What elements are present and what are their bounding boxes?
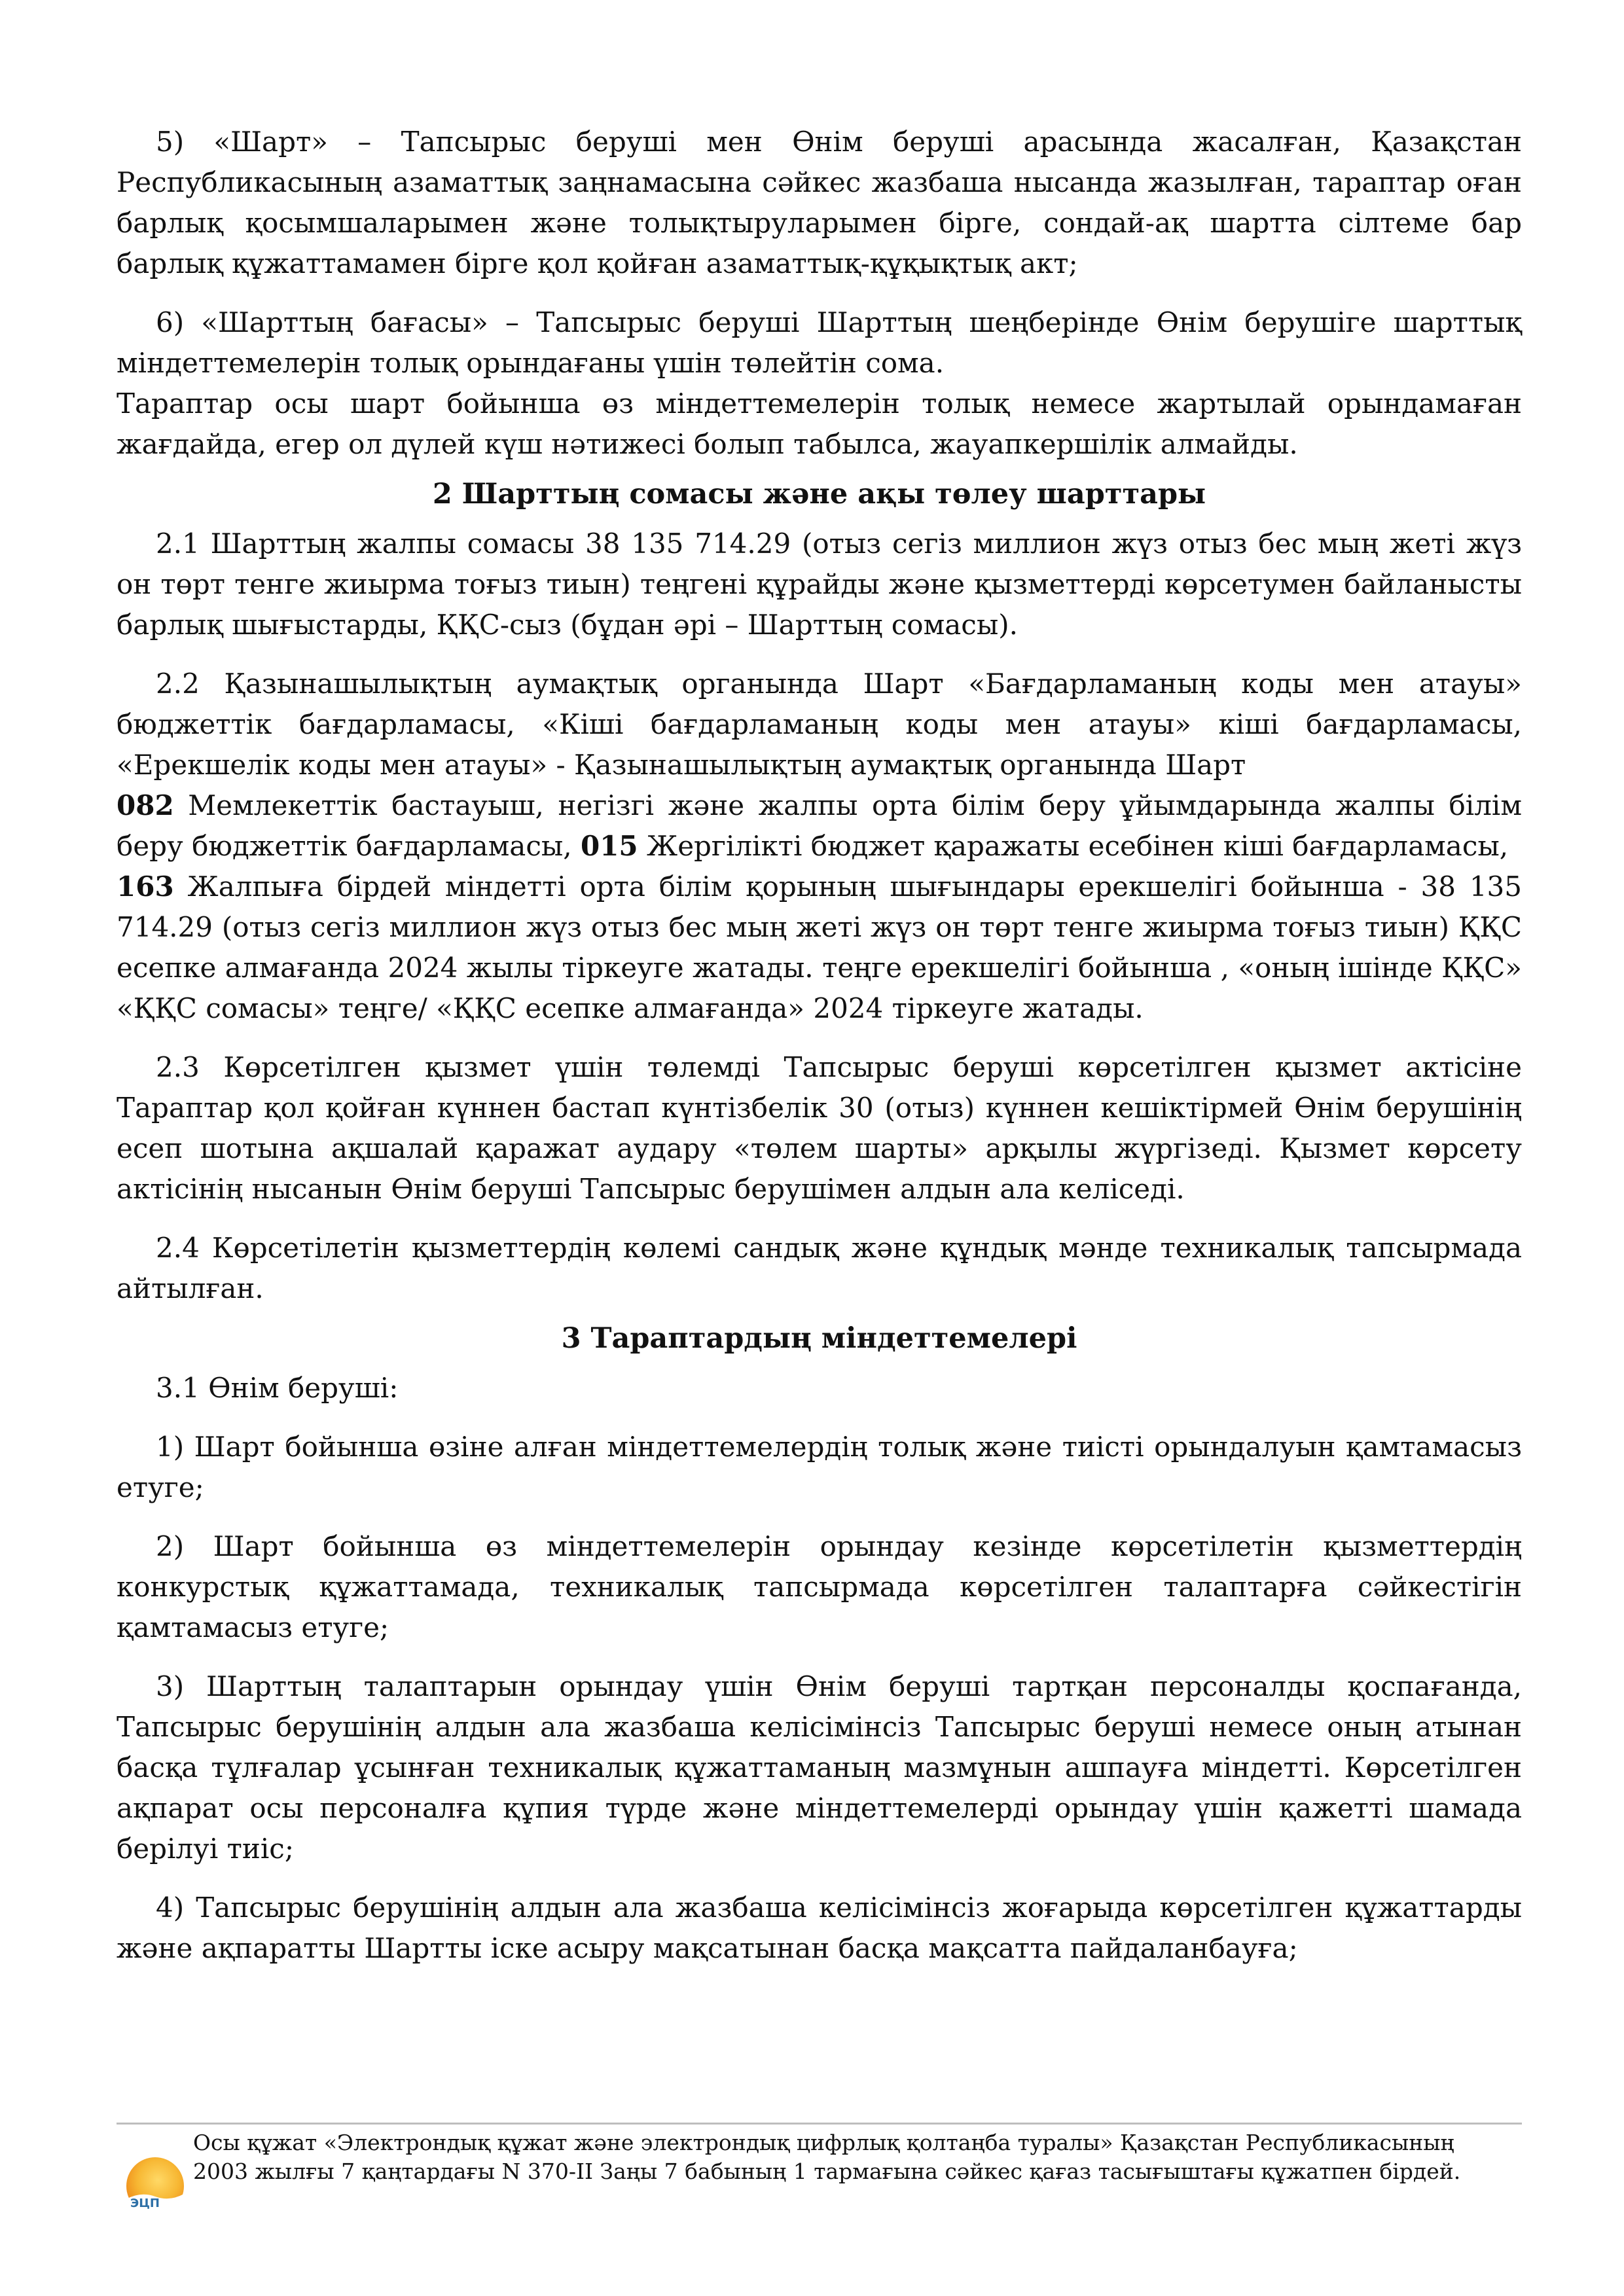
clause-2-2 [117,664,1522,1029]
obligation-2: 2) Шарт бойынша өз міндеттемелерін орындау кезінде көрсетілетін қызметтердің конкурстық құжаттамада, техникалық тапсырмада көрсетілген талаптарға сәйкестігін қамтамасыз етуге; [117,1530,1522,1643]
force-majeure-paragraph: Тараптар осы шарт бойынша өз міндеттемелерін толық немесе жартылай орындамаған жағдайда, егер ол дүлей күш нәтижесі болып табылса, жауапкершілік алмайды. [117,387,1522,460]
clause-3-1: 3.1 Өнім беруші: [156,1372,399,1404]
obligation-4: 4) Тапсырыс берушінің алдын ала жазбаша келісімінсіз жоғарыда көрсетілген құжаттарды және ақпаратты Шартты іске асыру мақсатынан басқа мақсатта пайдаланбауға; [117,1892,1522,1964]
svg-text:ЭЦП: ЭЦП [130,2197,160,2210]
subprogram-code: 015 [580,830,638,862]
clause-2-2-program: Мемлекеттік бастауыш, негізгі және жалпы орта білім беру ұйымдарында жалпы білім беру бюджеттік бағдарламасы, [117,789,1522,862]
clause-2-1: 2.1 Шарттың жалпы сомасы 38 135 714.29 (отыз сегіз миллион жүз отыз бес мың жеті жүз он төрт тенге жиырма тоғыз тиын) теңгені құрайды және қызметтерді көрсетумен байланысты барлық шығыстарды, ҚҚС-сыз (бұдан әрі – Шарттың сомасы). [117,528,1522,641]
footer [121,2128,1522,2227]
obligation-3: 3) Шарттың талаптарын орындау үшін Өнім беруші тартқан персоналды қоспағанда, Тапсырыс берушінің алдын ала жазбаша келісімінсіз Тапсырыс беруші немесе оның атынан басқа тұлғалар ұсынған техникалық құжаттаманың мазмұнын ашпауға міндетті. Көрсетілген ақпарат осы персоналға құпия түрде және міндеттемелерді орындау үшін қажетті шамада берілуі тиіс; [117,1670,1522,1865]
clause-2-2-specifics: Жалпыға бірдей міндетті орта білім қорының шығындары ерекшелігі бойынша - 38 135 714.29 (отыз сегіз миллион жүз отыз бес мың жеті жүз он төрт тенге жиырма тоғыз тиын) ҚҚС есепке алмағанда 2024 жылы тіркеуге жатады. теңге ерекшелігі бойынша , «оның ішінде ҚҚС» «ҚҚС сомасы» теңге/ «ҚҚС есепке алмағанда» 2024 тіркеуге жатады. [117,870,1522,1024]
section-2-heading: 2 Шарттың сомасы және ақы төлеу шарттары [432,478,1206,511]
egov-sun-logo-icon [121,2153,187,2219]
clause-2-3: 2.3 Көрсетілген қызмет үшін төлемді Тапсырыс беруші көрсетілген қызмет актісіне Тараптар қол қойған күннен бастап күнтізбелік 30 (отыз) күннен кешіктірмей Өнім берушінің есеп шотына ақшалай қаражат аудару «төлем шарты» арқылы жүргізеді. Қызмет көрсету актісінің нысанын Өнім беруші Тапсырыс берушімен алдын ала келіседі. [117,1051,1522,1205]
clause-2-2-intro: 2.2 Қазынашылықтың аумақтық органында Шарт «Бағдарламаның коды мен атауы» бюджеттік бағдарламасы, «Кіші бағдарламаның коды мен атауы» кіші бағдарламасы, «Ерекшелік коды мен атауы» - Қазынашылықтың аумақтық органында Шарт [117,668,1522,781]
section-3-heading: 3 Тараптардың міндеттемелері [561,1322,1077,1355]
program-code: 082 [117,789,174,821]
definition-6: 6) «Шарттың бағасы» – Тапсырыс беруші Шарттың шеңберінде Өнім берушіге шарттық міндеттемелерін толық орындағаны үшін төлейтін сома. [117,306,1522,379]
footer-legal-text: Осы құжат «Электрондық құжат және электрондық цифрлық қолтаңба туралы» Қазақстан Республикасының 2003 жылғы 7 қаңтардағы N 370-II Заңы 7 бабының 1 тармағына сәйкес қағаз тасығыштағы құжатпен бірдей. [193,2130,1461,2184]
clause-2-2-subprogram: Жергілікті бюджет қаражаты есебінен кіші бағдарламасы, [638,830,1509,862]
footer-divider [117,2123,1522,2125]
obligation-1: 1) Шарт бойынша өзіне алған міндеттемелердің толық және тиісті орындалуын қамтамасыз етуге; [117,1431,1522,1503]
specifics-code: 163 [117,870,174,903]
definition-5: 5) «Шарт» – Тапсырыс беруші мен Өнім беруші арасында жасалған, Қазақстан Республикасының азаматтық заңнамасына сәйкес жазбаша нысанда жазылған, тараптар оған барлық қосымшаларымен және толықтыруларымен бірге, сондай-ақ шартта сілтеме бар барлық құжаттамамен бірге қол қойған азаматтық-құқықтық акт; [117,126,1522,279]
document-body [117,122,1522,1969]
clause-2-4: 2.4 Көрсетілетін қызметтердің көлемі сандық және құндық мәнде техникалық тапсырмада айтылған. [117,1232,1522,1304]
